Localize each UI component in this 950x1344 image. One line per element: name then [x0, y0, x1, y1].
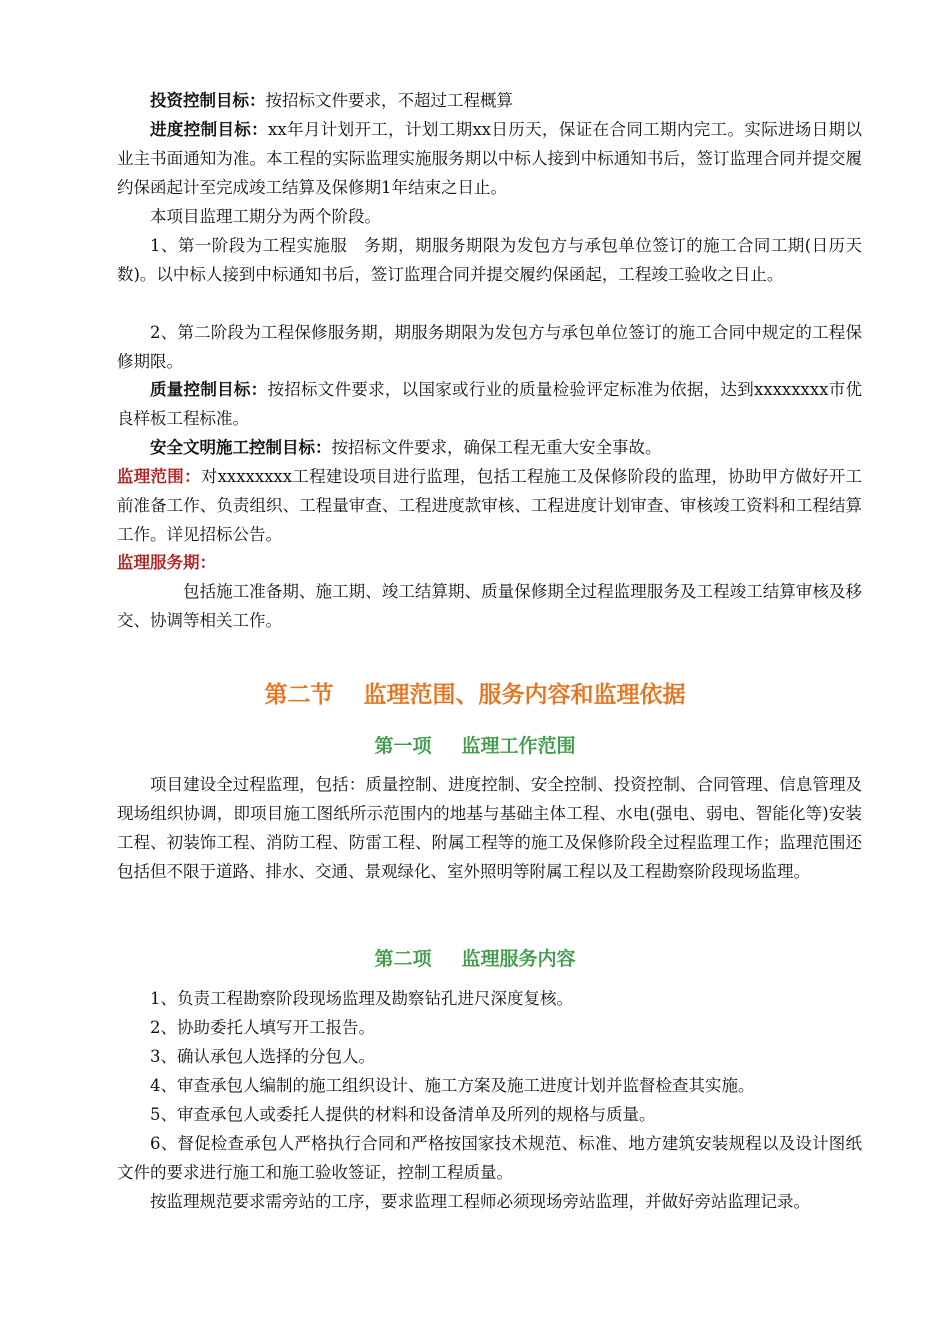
item1-name: 监理工作范围 — [461, 735, 576, 757]
item1-text: 项目建设全过程监理，包括：质量控制、进度控制、安全控制、投资控制、合同管理、信息管理及现场组织协调，即项目施工图纸所示范围内的地基与基础主体工程、水电(强电、弱电、智能化等)安装工程、初装饰工程、消防工程、防雷工程、附属工程等的施工及保修阶段全过程监理工作；监理范围还包括但不限于道路、排水、交通、景观绿化、室外照明等附属工程以及工程勘察阶段现场监理。 — [117, 775, 862, 881]
quality-text: 按招标文件要求，以国家或行业的质量检验评定标准为依据，达到xxxxxxxx市优良样板工程标准。 — [117, 380, 863, 428]
section-name: 监理范围、服务内容和监理依据 — [363, 682, 686, 708]
item2-number: 第二项 — [374, 948, 432, 970]
investment-objective — [117, 86, 862, 115]
schedule-label: 进度控制目标： — [150, 120, 269, 139]
service-period-label: 监理服务期： — [117, 553, 216, 572]
safety-label: 安全文明施工控制目标： — [150, 438, 332, 457]
scope-paragraph — [117, 462, 862, 549]
investment-label: 投资控制目标： — [150, 91, 266, 110]
list-item: 4、审查承包人编制的施工组织设计、施工方案及施工进度计划并监督检查其实施。 — [150, 1076, 755, 1095]
schedule-objective — [117, 115, 862, 202]
phase-2: 2、第二阶段为工程保修服务期，期服务期限为发包方与承包单位签订的施工合同中规定的工程保修期限。 — [117, 323, 862, 371]
list-item: 2、协助委托人填写开工报告。 — [150, 1018, 375, 1037]
section-title — [0, 676, 950, 709]
scope-text: 对xxxxxxxx工程建设项目进行监理，包括工程施工及保修阶段的监理，协助甲方做好开工前准备工作、负责组织、工程量审查、工程进度款审核、工程进度计划审查、审核竣工资料和工程结算工作。详见招标公告。 — [117, 467, 862, 544]
quality-objective — [117, 375, 862, 433]
safety-objective — [117, 433, 862, 462]
service-period-text: 包括施工准备期、施工期、竣工结算期、质量保修期全过程监理服务及工程竣工结算审核及移交、协调等相关工作。 — [117, 582, 862, 630]
list-item: 1、负责工程勘察阶段现场监理及勘察钻孔进尺深度复核。 — [150, 989, 573, 1008]
investment-text: 按招标文件要求，不超过工程概算 — [265, 91, 513, 110]
closing-paragraph: 按监理规范要求需旁站的工序，要求监理工程师必须现场旁站监理，并做好旁站监理记录。 — [150, 1192, 810, 1211]
item1-number: 第一项 — [374, 735, 432, 757]
phase-1: 1、第一阶段为工程实施服 务期，期服务期限为发包方与承包单位签订的施工合同工期(日历天数)。以中标人接到中标通知书后，签订监理合同并提交履约保函起，工程竣工验收之日止。 — [117, 236, 862, 284]
scope-label: 监理范围： — [117, 467, 201, 486]
schedule-text: xx年月计划开工，计划工期xx日历天，保证在合同工期内完工。实际进场日期以业主书面通知为准。本工程的实际监理实施服务期以中标人接到中标通知书后，签订监理合同并提交履约保函起计至完成竣工结算及保修期1年结束之日止。 — [117, 120, 862, 197]
quality-label: 质量控制目标： — [150, 380, 268, 399]
phases-intro: 本项目监理工期分为两个阶段。 — [150, 207, 381, 226]
item2-title — [0, 944, 950, 971]
item2-name: 监理服务内容 — [461, 948, 576, 970]
list-item: 5、审查承包人或委托人提供的材料和设备清单及所列的规格与质量。 — [150, 1105, 656, 1124]
list-item: 6、督促检查承包人严格执行合同和严格按国家技术规范、标准、地方建筑安装规程以及设计图纸文件的要求进行施工和施工验收签证，控制工程质量。 — [117, 1134, 862, 1182]
item1-title — [0, 731, 950, 758]
list-item: 3、确认承包人选择的分包人。 — [150, 1047, 375, 1066]
safety-text: 按招标文件要求，确保工程无重大安全事故。 — [331, 438, 662, 457]
section-number: 第二节 — [264, 682, 334, 708]
